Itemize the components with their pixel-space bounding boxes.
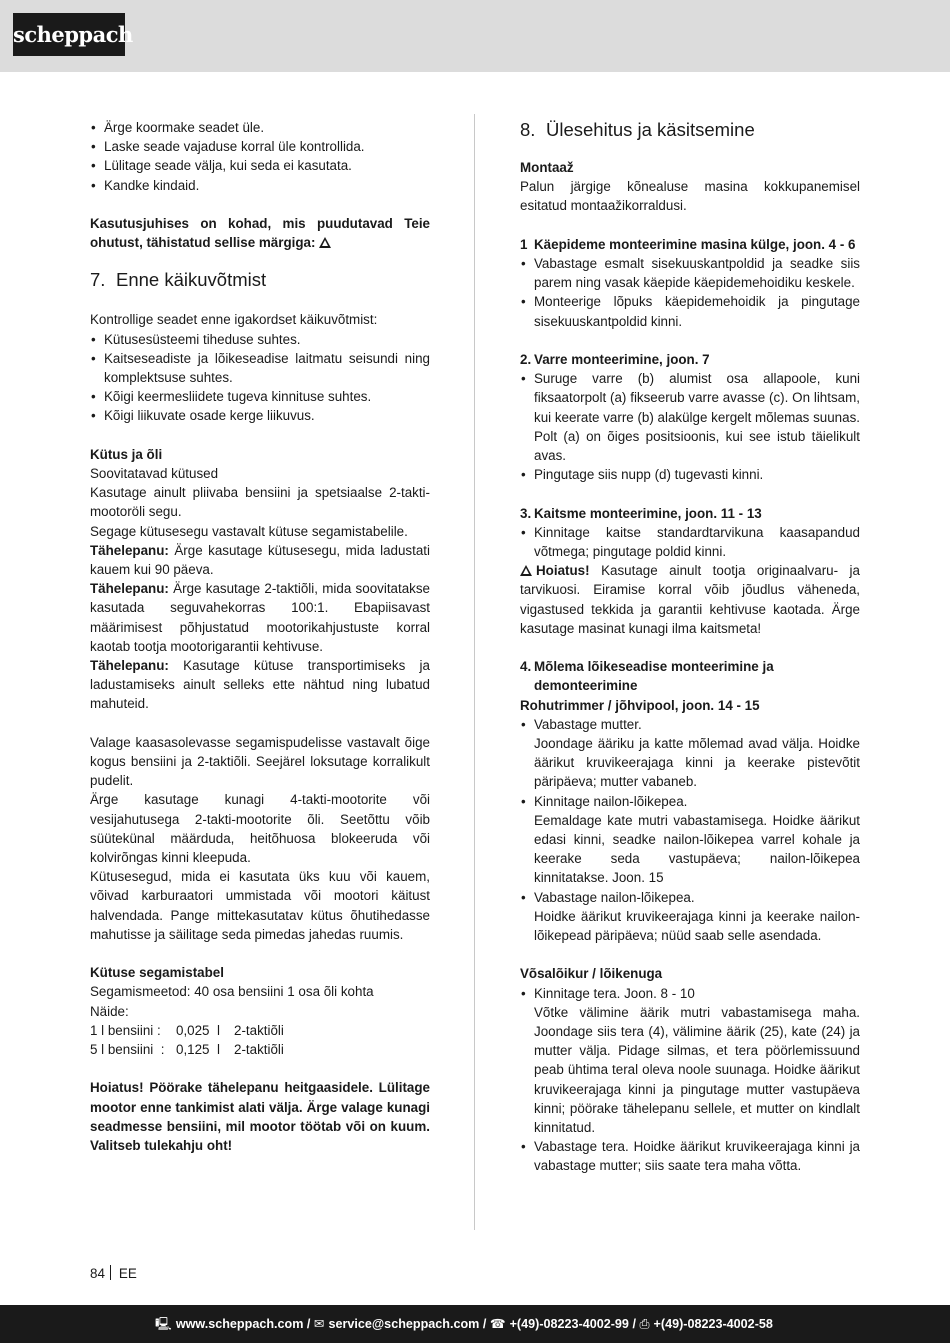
footer-fax: +(49)-08223-4002-58	[653, 1317, 773, 1331]
example-label: Näide:	[90, 1003, 129, 1019]
fax-icon: ⎙	[639, 1317, 650, 1331]
assembly-heading: Montaaž	[520, 160, 574, 175]
item-text: Joondage ääriku ja katte mõlemad avad välja. Hoidke äärikut kruvikeerajaga kinni ja keerake pistevõtit päripäeva; mutter vabaneb.	[534, 736, 860, 790]
section-8-heading	[520, 118, 860, 142]
item-text: Võtke välimine äärik mutri vabastamisega maha. Joondage siis tera (4), välimine äärik (25), kate (24) ja mutter välja. Pidage silmas, et tera pöörlemissuund peab ühtima teral oleva noole suunaga. Hoidke äärikut kruvikeerajaga kinni ja pingutage mutter vastupäeva kinni; pöörake tähelepanu sellele, et mutter on kindlalt kinnitatud.	[534, 1004, 860, 1136]
list-item	[520, 888, 860, 946]
step-1-bullets	[520, 254, 860, 331]
pour-paragraph: Ärge kasutage kunagi 4-takti-mootorite või vesijahutusega 2-takti-mootorite õli. Seetõttu võib süütekünal määrduda, heitõhuosa blokeeruda või kolvirõngas kinni kleepuda.	[90, 792, 430, 866]
step-3-heading	[520, 504, 860, 523]
brushcutter-subheading: Võsalõikur / lõikenuga	[520, 966, 663, 982]
mix-table	[90, 1021, 430, 1059]
header-bar	[0, 0, 950, 72]
page-number-line	[90, 1264, 137, 1283]
note-text: Ärge kasutage 2-taktiõli, mida soovitatakse kasutada seguvahekorras 100:1. Ebapiisavast määrimisest põhjustatud mootorikahjustuste korral kaotab tootja mootorigarantii kehtivuse.	[90, 581, 430, 654]
scheppach-logo: scheppach	[13, 13, 125, 56]
step-1-heading	[520, 235, 860, 254]
page-number: 84	[90, 1266, 105, 1281]
step-title: Varre monteerimine, joon. 7	[534, 352, 710, 367]
step-number: 4.	[520, 659, 532, 675]
item-title: • Vabastage mutter.	[534, 716, 642, 732]
fire-warning: Hoiatus! Pöörake tähelepanu heitgaasidele. Lülitage mootor enne tankimist alati välja. Ärge valage kunagi seadmesse bensiini, mil mootor töötab või on kuum. Valitseb tulekahju oht!	[90, 1080, 430, 1154]
assembly-paragraph: Palun järgige kõnealuse masina kokkupanemisel esitatud montaažikorraldusi.	[520, 179, 860, 214]
list-item: • Kütusesüsteemi tiheduse suhtes.	[90, 330, 430, 349]
mix-cell: 0,125 l	[176, 1042, 220, 1058]
section-number: 8.	[520, 119, 536, 140]
note-label: Tähelepanu:	[90, 581, 169, 597]
right-column	[520, 118, 860, 1176]
section-title: Enne käikuvõtmist	[116, 269, 267, 291]
left-column	[90, 118, 430, 1155]
step-4-heading	[520, 657, 860, 695]
list-item: • Vabastage esmalt sisekuuskantpoldid ja seadke siis parem ning vasak käepide käepidemehoidiku keskele.	[520, 254, 860, 292]
check-bullet-list	[90, 330, 430, 426]
step-2-heading	[520, 350, 860, 369]
list-item: • Kandke kindaid.	[90, 176, 430, 195]
column-divider	[474, 114, 475, 1230]
safety-note-text: Kasutusjuhises on kohad, mis puudutavad Teie ohutust, tähistatud sellise märgiga:	[90, 216, 430, 251]
computer-icon: 🖳︎	[155, 1317, 172, 1331]
item-text: Hoidke äärikut kruvikeerajaga kinni ja keerake nailon-lõikepead päripäeva; nüüd saab selle asendada.	[534, 908, 860, 944]
mix-cell: 2-taktiõli	[234, 1042, 284, 1058]
fuel-heading: Kütus ja õli	[90, 446, 163, 462]
step-title: Mõlema lõikeseadise monteerimine ja demonteerimine	[534, 659, 774, 694]
list-item	[520, 715, 860, 792]
list-item	[520, 984, 860, 1138]
mix-cell: 2-taktiõli	[234, 1022, 284, 1038]
safety-note	[90, 214, 430, 252]
language-code: EE	[118, 1266, 137, 1281]
warning-triangle-icon	[520, 565, 532, 576]
attention-note	[90, 579, 430, 656]
footer-bar	[0, 1305, 950, 1343]
note-text: Ärge kasutage kütusesegu, mida ladustati kauem kui 90 päeva.	[90, 542, 430, 578]
list-item: • Monteerige lõpuks käepidemehoidik ja pingutage sisekuuskantpoldid kinni.	[520, 292, 860, 330]
list-item	[520, 792, 860, 888]
step-number: 3.	[520, 505, 532, 521]
pour-paragraph: Valage kaasasolevasse segamispudelisse vastavalt õige kogus bensiini ja 2-taktiõli. Seejärel loksutage korralikult pudelit.	[90, 734, 430, 789]
fuel-subheading: Soovitatavad kütused	[90, 466, 219, 482]
footer-phone: +(49)-08223-4002-99 /	[509, 1317, 636, 1331]
mix-cell: 1 l bensiini :	[90, 1022, 161, 1038]
list-item: • Kõigi liikuvate osade kerge liikuvus.	[90, 406, 430, 425]
item-title: • Kinnitage tera. Joon. 8 - 10	[534, 985, 695, 1001]
mix-cell: 0,025 l	[176, 1022, 220, 1038]
list-item: • Vabastage tera. Hoidke äärikut kruvikeerajaga kinni ja vabastage mutter; siis saate tera maha võtta.	[520, 1137, 860, 1175]
step-2-bullets	[520, 369, 860, 484]
mail-icon: ✉︎	[313, 1317, 325, 1331]
item-title: • Vabastage nailon-lõikepea.	[534, 889, 695, 905]
list-item: • Kõigi keermesliidete tugeva kinnituse suhtes.	[90, 387, 430, 406]
brushcutter-bullets	[520, 984, 860, 1176]
fuel-paragraph: Kasutage ainult pliivaba bensiini ja spetsiaalse 2-takti-mootoröli segu.	[90, 485, 430, 520]
attention-note	[90, 541, 430, 579]
check-intro: Kontrollige seadet enne igakordset käikuvõtmist:	[90, 312, 378, 328]
section-7-heading	[90, 268, 430, 292]
list-item: • Suruge varre (b) alumist osa allapoole, kuni fiksaatorpolt (a) fikseerub varre avasse (c). On lihtsam, kui keerate varre (b) alakülge kergelt mõlemas suunas. Polt (a) on õiges positsioonis, kui see istub täielikult avas.	[520, 369, 860, 465]
warning-label: Hoiatus!	[536, 563, 590, 579]
warning-text: Kasutage ainult tootja originaalvaru- ja tarvikuosi. Eiramise korral võib jõudlus väheneda, vigastused tekkida ja garantii kehtivuse kaotada. Ärge kasutage masinat kunagi ilma kaitsmeta!	[520, 563, 860, 636]
step-number: 1	[520, 236, 528, 252]
footer-email[interactable]: service@scheppach.com /	[328, 1317, 487, 1331]
page-separator	[110, 1265, 111, 1280]
section-number: 7.	[90, 269, 106, 291]
note-label: Tähelepanu:	[90, 542, 169, 558]
mix-method: Segamismeetod: 40 osa bensiini 1 osa õli kohta	[90, 984, 374, 1000]
list-item: • Ärge koormake seadet üle.	[90, 118, 430, 137]
item-text: Eemaldage kate mutri vabastamisega. Hoidke äärikut edasi kinni, seadke nailon-lõikepea varrel kohale ja keerake seda vastupäeva; nailon-lõikepea kinnitatakse. Joon. 15	[534, 812, 860, 886]
note-label: Tähelepanu:	[90, 658, 169, 674]
fuel-paragraph: Segage kütusesegu vastavalt kütuse segamistabelile.	[90, 523, 408, 539]
list-item: • Pingutage siis nupp (d) tugevasti kinni.	[520, 465, 860, 484]
note-text: Kasutage kütuse transportimiseks ja ladustamiseks ainult selleks ette nähtud ning lubatud mahuteid.	[90, 658, 430, 712]
section-title: Ülesehitus ja käsitsemine	[546, 119, 755, 140]
trimmer-bullets	[520, 715, 860, 945]
pour-paragraph: Kütusesegud, mida ei kasutata üks kuu või kauem, võivad karburaatori ummistada või mootori käitust halvendada. Pange mittekasutatav kütus õhutihedasse mahutisse ja säilitage seda pimedas jahedas ruumis.	[90, 869, 430, 942]
item-title: • Kinnitage nailon-lõikepea.	[534, 793, 688, 809]
list-item: • Kinnitage kaitse standardtarvikuna kaasapandud võtmega; pingutage poldid kinni.	[520, 523, 860, 561]
trimmer-subheading: Rohutrimmer / jõhvipool, joon. 14 - 15	[520, 697, 760, 713]
footer-contacts	[155, 1305, 773, 1343]
mix-table-heading: Kütuse segamistabel	[90, 965, 224, 981]
phone-icon: ☎︎	[489, 1317, 506, 1331]
list-item: • Lülitage seade välja, kui seda ei kasutata.	[90, 156, 430, 175]
warning-triangle-icon	[319, 237, 331, 248]
step-title: Kaitsme monteerimine, joon. 11 - 13	[534, 505, 762, 521]
list-item: • Kaitseseadiste ja lõikeseadise laitmatu seisundi ning komplektsuse suhtes.	[90, 349, 430, 387]
mix-cell: 5 l bensiini :	[90, 1042, 165, 1058]
list-item: • Laske seade vajaduse korral üle kontrollida.	[90, 137, 430, 156]
step-number: 2.	[520, 352, 532, 367]
attention-note	[90, 656, 430, 714]
step-title: Käepideme monteerimine masina külge, joon. 4 - 6	[534, 236, 856, 252]
footer-web[interactable]: www.scheppach.com /	[175, 1317, 311, 1331]
guard-warning	[520, 561, 860, 638]
step-3-bullets	[520, 523, 860, 561]
intro-bullet-list	[90, 118, 430, 195]
